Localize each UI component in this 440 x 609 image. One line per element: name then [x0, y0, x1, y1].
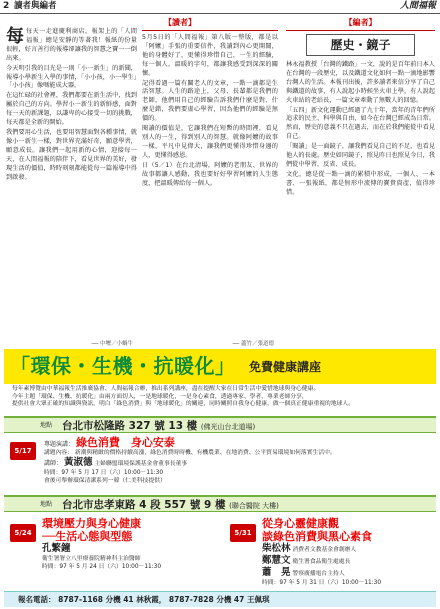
- venue-label: 地點: [40, 422, 53, 429]
- session-2-left: [42, 517, 220, 571]
- topic-2-left: 環境壓力與身心健康: [42, 517, 141, 530]
- editor-divider: [286, 30, 435, 31]
- editor-tag: 【編者】: [344, 18, 377, 27]
- reader1-paragraph-4: 我們要用心生活，也要用智慧面對各種事情，就像小一新生一樣，對世界充滿好奇，願意學習，願意成長。讓我們一起用新的心情，迎接每一天，在人間福報的陪伴下，看見世界的美好，發現生活的價值，時時刻刻都能從每一篇報導中得到啟發。: [6, 128, 137, 181]
- reader-letter-1: 每每天一走進慶利商店，報架上的「人間福報」總是安靜的等著我！報紙的份量很輕，好言善行的報導卻讓我的智慧之寶一一倒出來。 今天明引我的目光是一則「小一新生」的新聞，報導小學新生入學的事情，「小小孩，小一學生」「小小孩」像嗎能成大器。 在這忙碌的社會裡，我們都要在新生活中，找到屬於自己的方向。學習小一新生的新鮮感，面對每一天的新課題，以謙卑的心接受一切的挑戰，每天都是全新的開始。 我們要用心生活，也要用智慧面對各種事情，就像小一新生一樣，對世界充滿好奇，願意學習，願意成長。讓我們一起用新的心情，迎接每一天，在人間福報的陪伴下，看見世界的美好，發現生活的價值，時時刻刻都能從每一篇報導中得到啟發。 ── 中壢／小蝸牛: [6, 26, 137, 347]
- time-1: 時間：97 年 5 月 17 日（六）10:00－11:30: [44, 470, 164, 476]
- desc-1: 新潮與精緻的價格持續高漲，綠色消費時時機、有機農業、在地消費、公平貿易環境如何落實生活中。: [74, 450, 336, 456]
- speaker-3b: 鄭慧文: [262, 555, 291, 566]
- reader1-paragraph-1: 每天一走進慶利商店，報架上的「人間福報」總是安靜的等著我！報紙的份量很輕，好言善行的報導卻讓我的智慧之寶一一倒出來。: [6, 28, 137, 62]
- newspaper-logo: 人間福報: [399, 1, 436, 11]
- venue-label-2: 地點: [40, 501, 53, 508]
- reader-tag: 【讀者】: [164, 18, 196, 27]
- date-badge-1: 5/17: [10, 442, 36, 460]
- ad-intro: [12, 386, 430, 409]
- reader2-paragraph-4: 日（5／1）在台北清場，阿嬤的老朋友、世界的故事都讓人感動，我也要好好學習阿嬤的人生態度，把溫暖傳給每一個人。: [142, 161, 278, 187]
- reader2-byline: ── 蘆竹／張道德: [232, 341, 274, 347]
- reader-letter-2: [142, 17, 278, 348]
- reader1-paragraph-3: 在這忙碌的社會裡，我們都要在新生活中，找到屬於自己的方向。學習小一新生的新鮮感，面對每一天的新課題，以謙卑的心接受一切的挑戰，每天都是全新的開始。: [6, 92, 137, 127]
- editor-title: 歷史・鏡子: [306, 34, 415, 56]
- speaker-1: 黃淑德: [63, 457, 93, 468]
- speaker-2-left: 孔繁鐘: [42, 543, 71, 554]
- venue-address-note-2: (聯合醫院 大樓): [229, 502, 279, 510]
- speaker-2-left-title: 衛生署署立八里療養院精神科主治醫師: [42, 556, 141, 562]
- venue-address-2: 台北市忠孝東路 4 段 557 號 9 樓 (聯合醫院 大樓): [62, 499, 279, 511]
- health-lecture-ad: [4, 349, 436, 607]
- topic-2-left-sub: ──生活心態與型態: [42, 530, 133, 543]
- speaker-3c-title: 警察廣播電台主持人: [292, 571, 345, 577]
- editor-paragraph-2: 「五四」新文化運動已經過了九十年，當年的青年們所追求的民主、科學與自由，如今在台灣已經成為日常。然而，歷史的意義不只在過去，而在於我們能從中看見自己。: [286, 106, 435, 141]
- venue-bar-2: [4, 495, 436, 512]
- topic-2-right-sub: 談綠色消費與黑心素食: [262, 530, 372, 543]
- venue-address-note-1: (佛光山台北道場): [200, 423, 256, 431]
- session-2-right: [262, 517, 434, 587]
- session-1-info: [44, 436, 424, 485]
- ad-title: 「環保・生機・抗暖化」: [10, 354, 236, 378]
- venue-address-1: 台北市松隆路 327 號 13 樓 (佛光山台北道場): [62, 420, 256, 432]
- speaker-3a-title: 消費者文教基金會創辦人: [292, 547, 357, 553]
- page-number: 2: [3, 1, 10, 11]
- ad-banner: [4, 349, 436, 384]
- topic-1: 綠色消費 身心安泰: [75, 436, 175, 449]
- speaker-3c: 蕭 晃: [262, 567, 291, 578]
- partner-1: 會後可舉辦環保清潔系列一韓（仁美科技提供）: [44, 478, 166, 484]
- reader2-paragraph-1: 5月5日的「人間福報」第八版一整版，都是以「阿嬤」手張的重要信件，我讀到內心更開闊，他的身體好了，更懂得珍惜自己，一生的經驗，每一個人，溫暖的字句，都讓我感受到深深的關懷。: [142, 34, 278, 77]
- speaker-title-1: 主婦聯盟環境保護基金會董事長董事: [94, 461, 188, 467]
- reader1-paragraph-2: 今天明引我的目光是一則「小一新生」的新聞，報導小學新生入學的事情，「小小孩，小一學生」「小小孩」像嗎能成大器。: [6, 64, 137, 90]
- speaker-3a: 柴松林: [262, 543, 291, 554]
- speaker-label-1: 講師：: [44, 460, 63, 467]
- ad-intro-line-1: 每年素博覽由中華福報生活推廣協會、人間福報合辦，推出系列講座，盡在提醒大家在日常生活中愛惜地球與身心健康。: [12, 386, 320, 392]
- topic-2-right: 從身心靈健康觀: [262, 517, 339, 530]
- editor-paragraph-4: 文化，總是從一點一滴的累積中形成，一個人、一本書、一張報紙，都是無形中流傳的寶貴資產，值得珍惜。: [286, 170, 435, 196]
- editor-paragraph-1: 林永福教授「台灣的鐵路」一文，說的是百年前日本人在台灣的一段歷史，以及鐵道文化如何一點一滴地影響台灣人的生活。本報刊出後，許多讀者來信分享了自己與鐵道的故事，有人說起小時候坐火車上學，有人說起火車站的老站長，一篇文章牽動了無數人的回憶。: [286, 61, 435, 104]
- date-badge-3: 5/31: [230, 524, 256, 542]
- reader2-paragraph-2: 記得看過一篇有關老人的文章，一點一滴都是生活智慧。人生的路途上，父母、長輩都是我們的老師，他們用自己的經驗告訴我們什麼是對、什麼是錯，我們要虛心學習，因為他們的經驗是無價的。: [142, 79, 278, 123]
- registration-phone: 報名電話： 8787-1168 分機 41 林秋霞， 8787-7828 分機 47 王佩琪: [18, 595, 270, 604]
- editor-paragraph-3: 「閱讀」是一面鏡子，讓我們看見自己的不足，也看見他人的長處。歷史如同鏡子，照見昨日也照見今日，我們從中學習、反省、成長。: [286, 143, 435, 168]
- reader2-paragraph-3: 閱讀的價值是，它讓我們在短暫的時間裡，看見別人的一生，得到別人的智慧。就像阿嬤的故事一樣，平凡中見偉大，讓我們更懂得珍惜身邊的人，更懂得感恩。: [142, 125, 278, 159]
- time-2-left: 時間：97 年 5 月 24 日（六）10:00－11:30: [42, 564, 162, 570]
- registration-footer: [4, 591, 436, 607]
- ad-intro-line-2: 今年主題「環保、生機、抗暖化」由兩方面切入，一是地球暖化，一是身心素食，透過專家、學者，專業老師分享，: [12, 393, 308, 400]
- ad-subtitle: 免費健康講座: [249, 360, 322, 374]
- ad-intro-line-3: 提供社會大眾正確的知識與資訊，明白「綠色消費」與「地球暖化」的關連，同時關照自我身心健康，做一個真正健康重視的地球人。: [12, 401, 355, 408]
- reader-divider: [142, 30, 278, 31]
- venue-bar-1: [4, 416, 436, 433]
- desc-label-1: 講題內容：: [44, 450, 73, 456]
- time-3: 時間：97 年 5 月 31 日（六）10:00－11:30: [262, 580, 382, 586]
- speaker-3b-title: 衛生署食品衛生處處長: [292, 559, 351, 565]
- section-title: 讀者與編者: [14, 1, 57, 11]
- editor-column: [286, 17, 435, 348]
- page-header: [0, 0, 440, 14]
- topic-label-1: 專題演講：: [44, 441, 75, 448]
- date-badge-2: 5/24: [10, 524, 36, 542]
- reader1-byline: ── 中壢／小蝸牛: [91, 341, 133, 347]
